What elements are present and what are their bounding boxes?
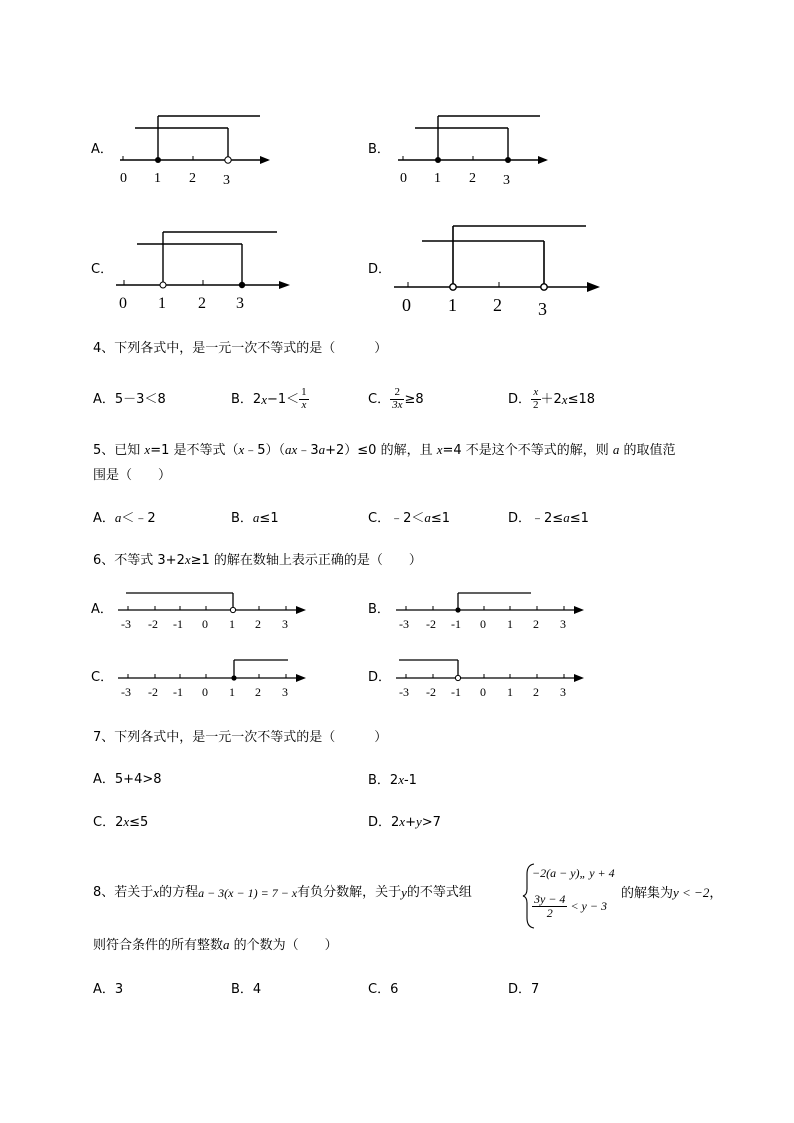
- q3-option-c-letter[interactable]: C．: [91, 262, 114, 277]
- tick-label: 3: [223, 173, 230, 188]
- system-inequality-1: −2(a − y)„ y + 4: [532, 866, 615, 880]
- option-letter: B．: [231, 391, 253, 407]
- q6-option-d-numberline: [388, 656, 588, 700]
- q8-option-a[interactable]: A．3: [93, 982, 124, 997]
- tick-label: 2: [255, 617, 261, 631]
- option-letter: A．: [93, 392, 115, 407]
- option-text: ≤18: [567, 391, 596, 407]
- q8-option-c[interactable]: C．6: [368, 982, 399, 997]
- q3-option-d-numberline: [390, 218, 610, 318]
- tick-label: 1: [434, 171, 441, 186]
- variable: x: [561, 391, 568, 407]
- option-letter: D．: [508, 391, 532, 407]
- tick-label: 3: [503, 173, 510, 188]
- tick-label: 0: [120, 171, 127, 186]
- q5-option-a[interactable]: A．a＜﹣2: [93, 510, 156, 526]
- q6-option-c-numberline: [110, 656, 310, 700]
- q8-stem-line2: 则符合条件的所有整数a 的个数为（ ）: [93, 937, 338, 953]
- q7-option-a[interactable]: A．5+4>8: [93, 772, 162, 787]
- tick-label: 0: [202, 617, 208, 631]
- q6-stem: 6、不等式 3+2x≥1 的解在数轴上表示正确的是（ ）: [93, 552, 422, 568]
- q3-option-a-letter[interactable]: A．: [91, 142, 113, 157]
- tick-label: 0: [480, 617, 486, 631]
- tick-label: 2: [189, 171, 196, 186]
- system-inequality-2: $\frac{3y - 4}{2}$ < y − 3: [534, 892, 607, 920]
- tick-label: 2: [493, 295, 502, 315]
- tick-label: -3: [399, 685, 409, 699]
- q6-option-b-numberline: [388, 588, 588, 632]
- option-text: 2: [252, 391, 262, 407]
- q3-option-b-letter[interactable]: B．: [368, 142, 390, 157]
- tick-label: 1: [507, 617, 513, 631]
- tick-label: 2: [469, 171, 476, 186]
- tick-label: 1: [507, 685, 513, 699]
- tick-label: 0: [119, 295, 127, 312]
- q3-option-b-numberline: [390, 108, 560, 190]
- q8-option-d[interactable]: D．7: [508, 982, 540, 997]
- q3-option-c-numberline: [110, 224, 300, 314]
- tick-label: 2: [533, 617, 539, 631]
- option-letter: C．: [368, 391, 391, 407]
- q6-option-b-letter[interactable]: B．: [368, 602, 390, 617]
- tick-label: -3: [121, 685, 131, 699]
- q5-option-d[interactable]: D．﹣2≤a≤1: [508, 510, 589, 526]
- tick-label: -3: [399, 617, 409, 631]
- tick-label: -1: [173, 617, 183, 631]
- q5-stem-line2: 围是（ ）: [93, 468, 172, 483]
- q3-option-d-letter[interactable]: D．: [368, 262, 392, 277]
- tick-label: 1: [154, 171, 161, 186]
- tick-label: 2: [198, 295, 206, 312]
- q4-stem: 4、下列各式中，是一元一次不等式的是（ ）: [93, 341, 388, 356]
- tick-label: 0: [402, 295, 411, 315]
- q6-option-c-letter[interactable]: C．: [91, 670, 114, 685]
- tick-label: -2: [426, 685, 436, 699]
- equation: a − 3(x − 1) = 7 − x: [198, 885, 298, 900]
- fraction: $\frac{x}{2}$: [533, 385, 539, 411]
- tick-label: 3: [282, 617, 288, 631]
- tick-label: 1: [229, 617, 235, 631]
- q4-option-d[interactable]: [508, 383, 595, 415]
- tick-label: -1: [451, 685, 461, 699]
- q4-option-b[interactable]: [231, 383, 309, 415]
- tick-label: 3: [560, 617, 566, 631]
- q7-stem: 7、下列各式中，是一元一次不等式的是（ ）: [93, 730, 388, 745]
- q8-stem-line1-end: 的解集为y < −2，: [621, 885, 723, 901]
- tick-label: 1: [229, 685, 235, 699]
- q7-option-c[interactable]: C．2x≤5: [93, 814, 149, 830]
- tick-label: 2: [255, 685, 261, 699]
- tick-label: -1: [173, 685, 183, 699]
- q8-option-b[interactable]: B．4: [231, 982, 262, 997]
- q6-option-a-letter[interactable]: A．: [91, 602, 113, 617]
- tick-label: -3: [121, 617, 131, 631]
- tick-label: 3: [236, 295, 244, 312]
- q5-stem-line1: 5、已知 x=1 是不等式（x﹣5）（ax﹣3a+2）≤0 的解，且 x=4 不是这个不等式的解，则 a 的取值范: [93, 442, 676, 458]
- q6-option-a-numberline: [110, 588, 310, 632]
- q8-stem-line1: 8、若关于 x 的方程 a − 3(x − 1) = 7 − x 有负分数解，关于 y 的不等式组: [93, 885, 472, 900]
- q7-option-b[interactable]: B．2x-1: [368, 772, 417, 788]
- tick-label: 3: [282, 685, 288, 699]
- tick-label: -1: [451, 617, 461, 631]
- q7-option-d[interactable]: D．2x+y>7: [368, 814, 441, 830]
- tick-label: 3: [560, 685, 566, 699]
- tick-label: 0: [400, 171, 407, 186]
- tick-label: 3: [538, 299, 547, 318]
- fraction: $\frac{1}{x}$: [301, 385, 307, 411]
- q6-option-d-letter[interactable]: D．: [368, 670, 392, 685]
- q4-option-c[interactable]: [368, 383, 424, 415]
- tick-label: 2: [533, 685, 539, 699]
- tick-label: 1: [448, 295, 457, 315]
- option-text: 5－3＜8: [114, 392, 166, 407]
- fraction: $\frac{2}{3x}$: [392, 385, 403, 411]
- tick-label: 0: [202, 685, 208, 699]
- tick-label: -2: [148, 685, 158, 699]
- tick-label: 0: [480, 685, 486, 699]
- option-text: −1＜: [266, 391, 300, 407]
- option-text: ＋2: [540, 391, 562, 407]
- tick-label: 1: [158, 295, 166, 312]
- q5-option-b[interactable]: B．a≤1: [231, 510, 279, 526]
- q3-option-a-numberline: [110, 108, 280, 190]
- tick-label: -2: [426, 617, 436, 631]
- q4-option-a[interactable]: [93, 393, 166, 406]
- q5-option-c[interactable]: C．﹣2＜a≤1: [368, 510, 451, 526]
- tick-label: -2: [148, 617, 158, 631]
- option-text: ≥8: [404, 391, 424, 407]
- variable: x: [261, 391, 267, 407]
